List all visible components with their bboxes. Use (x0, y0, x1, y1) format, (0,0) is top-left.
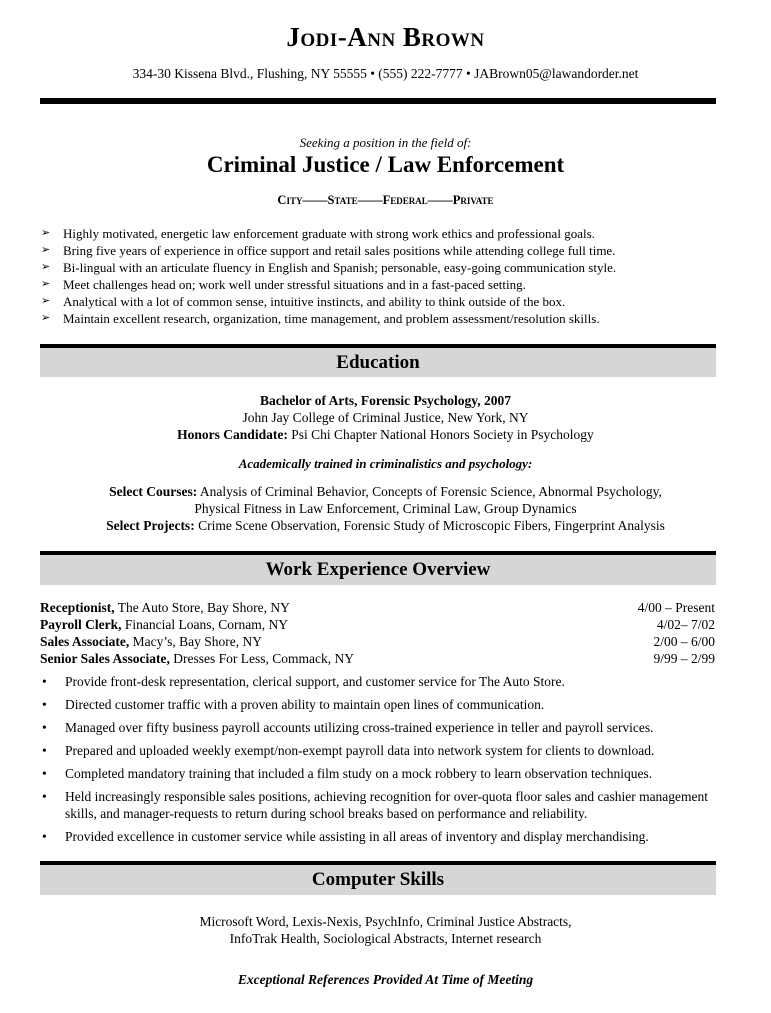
summary-item: ➢ Highly motivated, energetic law enforcement graduate with strong work ethics and professional goals. (41, 226, 595, 241)
bullet-icon: • (42, 766, 47, 781)
summary-item: ➢ Bring five years of experience in office support and retail sales positions while attending college full time. (41, 243, 616, 258)
duty-item: • Provide front-desk representation, clerical support, and customer service for The Auto Store. (42, 674, 565, 689)
job-row: Sales Associate, Macy’s, Bay Shore, NY 2/00 – 6/00 (40, 634, 715, 649)
objective-field: Criminal Justice / Law Enforcement (206, 152, 565, 177)
sector-separator: —— (357, 193, 383, 207)
arrow-bullet-icon: ➢ (41, 244, 51, 256)
skills-line: InfoTrak Health, Sociological Abstracts, Internet research (229, 931, 542, 946)
bullet-icon: • (42, 674, 47, 689)
sector-separator: —— (427, 193, 453, 207)
honors-line: Honors Candidate: Psi Chi Chapter National Honors Society in Psychology (177, 427, 594, 442)
bullet-icon: • (42, 743, 47, 758)
duty-item: • Provided excellence in customer service while assisting in all areas of inventory and display merchandising. (42, 829, 649, 844)
summary-item: ➢ Analytical with a lot of common sense, intuitive instincts, and ability to think outside of the box. (41, 294, 566, 309)
job-dates: 4/02– 7/02 (656, 617, 715, 632)
job-dates: 9/99 – 2/99 (653, 651, 715, 666)
skills-line: Microsoft Word, Lexis-Nexis, PsychInfo, Criminal Justice Abstracts, (199, 914, 572, 929)
objective-intro: Seeking a position in the field of: (299, 135, 472, 150)
sector-separator: —— (302, 193, 328, 207)
job-dates: 2/00 – 6/00 (653, 634, 715, 649)
contact-line: 334-30 Kissena Blvd., Flushing, NY 55555 • (555) 222-7777 • JABrown05@lawandorder.net (132, 66, 639, 81)
duty-item: • Held increasingly responsible sales positions, achieving recognition for over-quota floor sales and cashier management skills, and manager-requests to return during school breaks based on performance and reliability. (42, 789, 709, 821)
job-dates: 4/00 – Present (637, 600, 715, 615)
duty-item: • Prepared and uploaded weekly exempt/non-exempt payroll data into network system for clients to download. (42, 743, 655, 758)
skills-heading: Computer Skills (40, 861, 716, 895)
courses-line: Select Courses: Analysis of Criminal Behavior, Concepts of Forensic Science, Abnormal Psychology, (109, 484, 662, 499)
degree: Bachelor of Arts, Forensic Psychology, 2007 (259, 393, 512, 408)
summary-item: ➢ Bi-lingual with an articulate fluency in English and Spanish; personable, easy-going communication style. (41, 260, 617, 275)
work-heading: Work Experience Overview (40, 551, 716, 585)
duty-item: • Completed mandatory training that included a film study on a mock robbery to learn observation techniques. (42, 766, 653, 781)
sector-city: City (277, 193, 303, 207)
sector-private: Private (452, 193, 494, 207)
sector-list (0, 193, 771, 208)
arrow-bullet-icon: ➢ (41, 312, 51, 324)
job-row: Receptionist, The Auto Store, Bay Shore, NY 4/00 – Present (40, 600, 715, 615)
job-row: Senior Sales Associate, Dresses For Less, Commack, NY 9/99 – 2/99 (40, 651, 715, 666)
duty-item: • Directed customer traffic with a proven ability to maintain open lines of communication. (42, 697, 545, 712)
sector-state: State (327, 193, 358, 207)
bullet-icon: • (42, 720, 47, 735)
arrow-bullet-icon: ➢ (41, 278, 51, 290)
projects-line: Select Projects: Crime Scene Observation, Forensic Study of Microscopic Fibers, Fingerprint Analysis (106, 518, 665, 533)
bullet-icon: • (42, 789, 47, 804)
education-heading: Education (40, 344, 716, 377)
duty-item: • Managed over fifty business payroll accounts utilizing cross-trained experience in teller and payroll services. (42, 720, 654, 735)
arrow-bullet-icon: ➢ (41, 295, 51, 307)
job-list (40, 599, 715, 667)
academic-training: Academically trained in criminalistics and psychology: (238, 456, 533, 471)
courses-projects (0, 483, 771, 534)
summary-item: ➢ Maintain excellent research, organization, time management, and problem assessment/resolution skills. (41, 311, 600, 326)
references-note: Exceptional References Provided At Time of Meeting (237, 972, 534, 987)
job-row: Payroll Clerk, Financial Loans, Cornam, NY 4/02– 7/02 (40, 617, 715, 632)
duties-list (40, 673, 720, 851)
arrow-bullet-icon: ➢ (41, 261, 51, 273)
education-details (0, 392, 771, 443)
sector-federal: Federal (382, 193, 428, 207)
school: John Jay College of Criminal Justice, New York, NY (242, 410, 529, 425)
courses-line-2: Physical Fitness in Law Enforcement, Criminal Law, Group Dynamics (194, 501, 577, 516)
skills-details (0, 913, 771, 947)
arrow-bullet-icon: ➢ (41, 227, 51, 239)
bullet-icon: • (42, 829, 47, 844)
summary-item: ➢ Meet challenges head on; work well under stressful situations and in a fast-paced setting. (41, 277, 526, 292)
header-rule (40, 98, 716, 104)
summary-list (40, 225, 720, 327)
candidate-name: Jodi-Ann Brown (286, 22, 485, 52)
bullet-icon: • (42, 697, 47, 712)
